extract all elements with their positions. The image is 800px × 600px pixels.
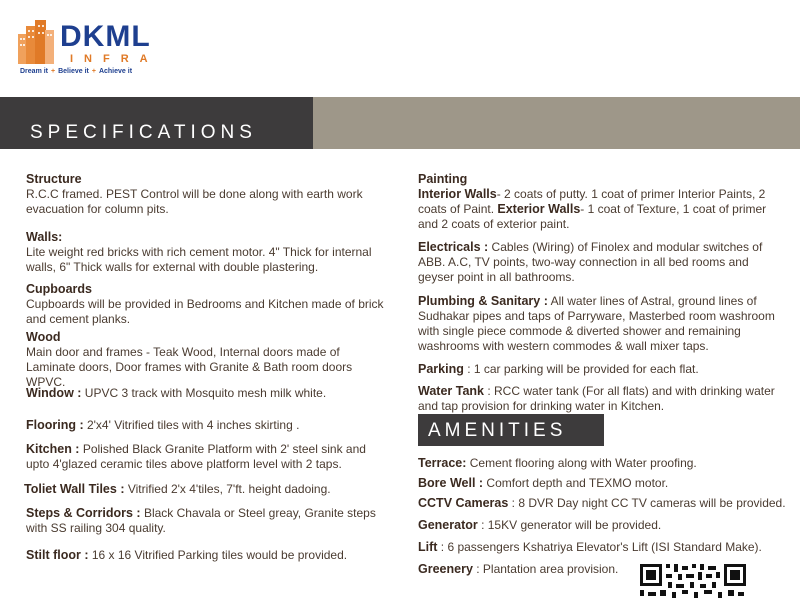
- amenity-title: Terrace:: [418, 456, 467, 470]
- amenity-cctv: [418, 496, 788, 511]
- brand-tagline: Dream it + Believe it + Achieve it: [20, 68, 133, 75]
- spec-title: Water Tank: [418, 384, 484, 398]
- brand-name: DKML: [60, 20, 151, 53]
- spec-title: Steps & Corridors :: [26, 506, 141, 520]
- amenity-generator: [418, 518, 788, 533]
- specifications-heading: SPECIFICATIONS: [30, 122, 257, 143]
- qr-code-icon: [640, 564, 746, 600]
- spec-painting: [418, 172, 780, 232]
- interior-walls-title: Interior Walls: [418, 187, 497, 201]
- amenity-title: Greenery: [418, 562, 473, 576]
- spec-parking: [418, 362, 780, 377]
- amenity-title: Generator: [418, 518, 478, 532]
- spec-text: Black Chavala or Steel greay, Granite steps with SS railing 304 quality.: [26, 506, 376, 535]
- spec-text: Main door and frames - Teak Wood, Internal doors made of Laminate doors, Door frames with Granite & Bath room doors WPVC.: [26, 345, 353, 389]
- spec-toilet-wall-tiles: [24, 482, 384, 497]
- amenity-text: : 8 DVR Day night CC TV cameras will be provided.: [511, 496, 786, 510]
- spec-text: UPVC 3 track with Mosquito mesh milk white.: [84, 386, 327, 400]
- interior-walls-text: - 2 coats of putty. 1 coat of primer Interior Paints, 2 coats of Paint.: [418, 187, 766, 216]
- amenity-text: : Plantation area provision.: [476, 562, 619, 576]
- company-logo: [18, 20, 178, 80]
- amenity-bore-well: [418, 476, 788, 491]
- spec-text: : RCC water tank (For all flats) and with drinking water and tap provision for drinking water in Kitchen.: [418, 384, 775, 413]
- spec-text: Lite weight red bricks with rich cement motor. 4" Thick for internal walls, 6" Thick walls for external with double plastering.: [26, 245, 372, 274]
- spec-title: Electricals :: [418, 240, 489, 254]
- spec-walls: [26, 230, 386, 275]
- spec-title: Plumbing & Sanitary :: [418, 294, 548, 308]
- amenity-terrace: [418, 456, 788, 471]
- spec-title: Parking: [418, 362, 464, 376]
- spec-title: Wood: [26, 330, 61, 344]
- spec-window: [26, 386, 386, 401]
- amenity-title: CCTV Cameras: [418, 496, 509, 510]
- spec-flooring: [26, 418, 386, 433]
- spec-text: 2'x4' Vitrified tiles with 4 inches skirting .: [86, 418, 300, 432]
- amenity-text: : 15KV generator will be provided.: [481, 518, 662, 532]
- amenity-title: Lift: [418, 540, 438, 554]
- spec-stilt-floor: [26, 548, 386, 563]
- spec-text: : 1 car parking will be provided for each flat.: [467, 362, 699, 376]
- spec-text: Cupboards will be provided in Bedrooms and Kitchen made of brick and cement planks.: [26, 297, 384, 326]
- spec-text: [418, 187, 780, 232]
- spec-title: Structure: [26, 172, 82, 186]
- exterior-walls-text: - 1 coat of Texture, 1 coat of primer and 2 coats of exterior paint.: [418, 202, 767, 231]
- spec-title: Flooring :: [26, 418, 84, 432]
- spec-water-tank: [418, 384, 780, 414]
- spec-structure: [26, 172, 386, 217]
- tagline-3: Achieve it: [98, 68, 133, 75]
- tagline-1: Dream it: [20, 68, 49, 75]
- spec-kitchen: [26, 442, 386, 472]
- tagline-2: Believe it: [58, 68, 89, 75]
- spec-title: Kitchen :: [26, 442, 80, 456]
- brand-sub: INFRA: [70, 53, 159, 65]
- spec-text: All water lines of Astral, ground lines of Sudhakar pipes and taps of Parryware, Masterbed room washroom with single piece commode & diverted shower and remaining washrooms with western commodes & wall mixer taps.: [418, 294, 775, 353]
- spec-title: Walls:: [26, 230, 63, 244]
- spec-wood: [26, 330, 386, 390]
- spec-electricals: [418, 240, 780, 285]
- spec-text: Cables (Wiring) of Finolex and modular switches of ABB. A.C, TV points, two-way connection in all bed rooms and geyser point in all bathrooms.: [418, 240, 763, 284]
- spec-steps-corridors: [26, 506, 386, 536]
- spec-title: Toliet Wall Tiles :: [24, 482, 125, 496]
- amenities-heading: AMENITIES: [428, 420, 567, 441]
- building-logo-icon: [18, 20, 54, 64]
- spec-plumbing-sanitary: [418, 294, 780, 354]
- spec-text: Polished Black Granite Platform with 2' steel sink and upto 4'glazed ceramic tiles above platform level with 2 taps.: [26, 442, 366, 471]
- exterior-walls-title: Exterior Walls: [497, 202, 581, 216]
- spec-title: Stilt floor :: [26, 548, 89, 562]
- amenity-text: : 6 passengers Kshatriya Elevator's Lift (ISI Standard Make).: [440, 540, 762, 554]
- spec-text: Vitrified 2'x 4'tiles, 7'ft. height dadoing.: [127, 482, 331, 496]
- spec-title: Cupboards: [26, 282, 92, 296]
- amenity-title: Bore Well :: [418, 476, 484, 490]
- spec-title: Window :: [26, 386, 82, 400]
- spec-cupboards: [26, 282, 386, 327]
- heading-band-gray: [313, 97, 800, 149]
- amenity-text: Cement flooring along with Water proofing.: [469, 456, 697, 470]
- amenity-text: Comfort depth and TEXMO motor.: [486, 476, 669, 490]
- spec-text: 16 x 16 Vitrified Parking tiles would be provided.: [91, 548, 348, 562]
- spec-title: Painting: [418, 172, 468, 186]
- amenity-lift: [418, 540, 788, 555]
- spec-text: R.C.C framed. PEST Control will be done along with earth work evacuation for column pits.: [26, 187, 363, 216]
